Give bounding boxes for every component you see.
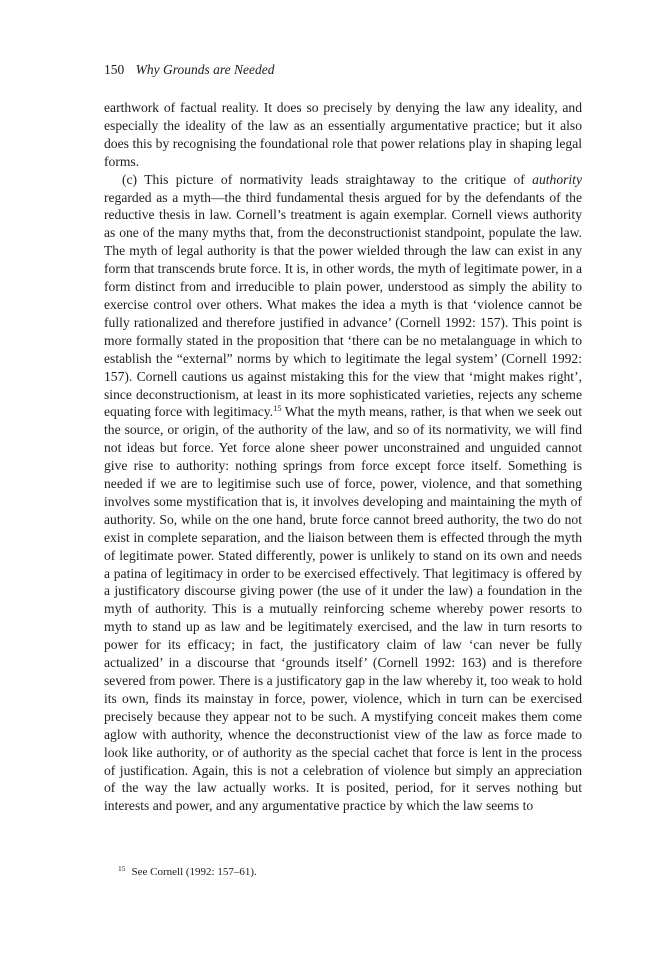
paragraph-2-part-c: What the myth means, rather, is that when we seek out the source, or origin, of the authority of the law, and so of its normativity, we will find not ideas but force. Yet force alone sheer power unconstrained and unguided cannot give rise to authority: nothing springs from force except force itself. Something is needed if we are to legitimise such use of force, power, violence, and that something involves some mystification that is, it involves developing and maintaining the myth of authority. So, while on the one hand, brute force cannot breed authority, the two do not exist in complete separation, and the liaison between them is effected through the myth of legitimate power. Stated differently, power is unlikely to stand on its own and needs a patina of legitimacy in order to be exercised effectively. That legitimacy is offered by a justificatory discourse giving power (the use of it under the law) a foundation in the myth of authority. This is a mutually reinforcing scheme whereby power resorts to myth to stand up as law and be legitimately exercised, and the law in turn resorts to power for its efficacy; in fact, the justificatory claim of law ‘can never be fully actualized’ in a discourse that ‘grounds itself’ (Cornell 1992: 163) and is therefore severed from power. There is a justificatory gap in the law whereby it, too weak to hold its own, finds its mainstay in force, power, violence, which in turn can be exercised precisely because they appear not to be such. A mystifying conceit makes them come aglow with authority, whence the deconstructionist view of the law as force made to look like authority, or of authority as the special cachet that force is lent in the process of justification. Again, this is not a celebration of violence but simply an appreciation of the way the law actually works. It is posited, period, for it serves nothing but interests and power, and any argumentative practice by which the law seems to	[104, 404, 582, 814]
paragraph-2-part-b: regarded as a myth—the third fundamental thesis argued for by the defendants of the reductive thesis in law. Cornell’s treatment is again exemplar. Cornell views authority as one of the many myths that, from the deconstructionist standpoint, populate the law. The myth of legal authority is that the power wielded through the law can exist in any form that transcends brute force. It is, in other words, the myth of legitimate power, in a form distinct from and irreducible to plain power, understood as simply the ability to exercise control over others. What makes the idea a myth is that ‘violence cannot be fully rationalized and therefore justified in advance’ (Cornell 1992: 157). This point is more formally stated in the proposition that ‘there can be no metalanguage in which to establish the “external” norms by which to legitimate the legal system’ (Cornell 1992: 157). Cornell cautions us against mistaking this for the view that ‘might makes right’, since deconstructionism, at least in its more sophisticated varieties, rejects any scheme equating force with legitimacy.	[104, 189, 582, 420]
footnote-text: See Cornell (1992: 157–61).	[131, 866, 257, 878]
paragraph-2-part-a: (c) This picture of normativity leads straightaway to the critique of	[122, 171, 533, 187]
body-text	[104, 99, 582, 815]
footnote-number: 15	[118, 864, 126, 873]
running-title: Why Grounds are Needed	[135, 62, 275, 77]
footnote-reference-15[interactable]: 15	[273, 403, 282, 414]
emphasis-authority: authority	[532, 171, 582, 187]
footnote-15	[118, 865, 582, 879]
book-page	[104, 62, 582, 815]
paragraph-2	[104, 171, 582, 816]
paragraph-1: earthwork of factual reality. It does so precisely by denying the law any ideality, and especially the ideality of the law as an essentially argumentative practice; but it also does this by recognising the foundational role that power relations play in shaping legal forms.	[104, 100, 582, 169]
running-head	[104, 62, 582, 78]
page-number: 150	[104, 62, 125, 77]
